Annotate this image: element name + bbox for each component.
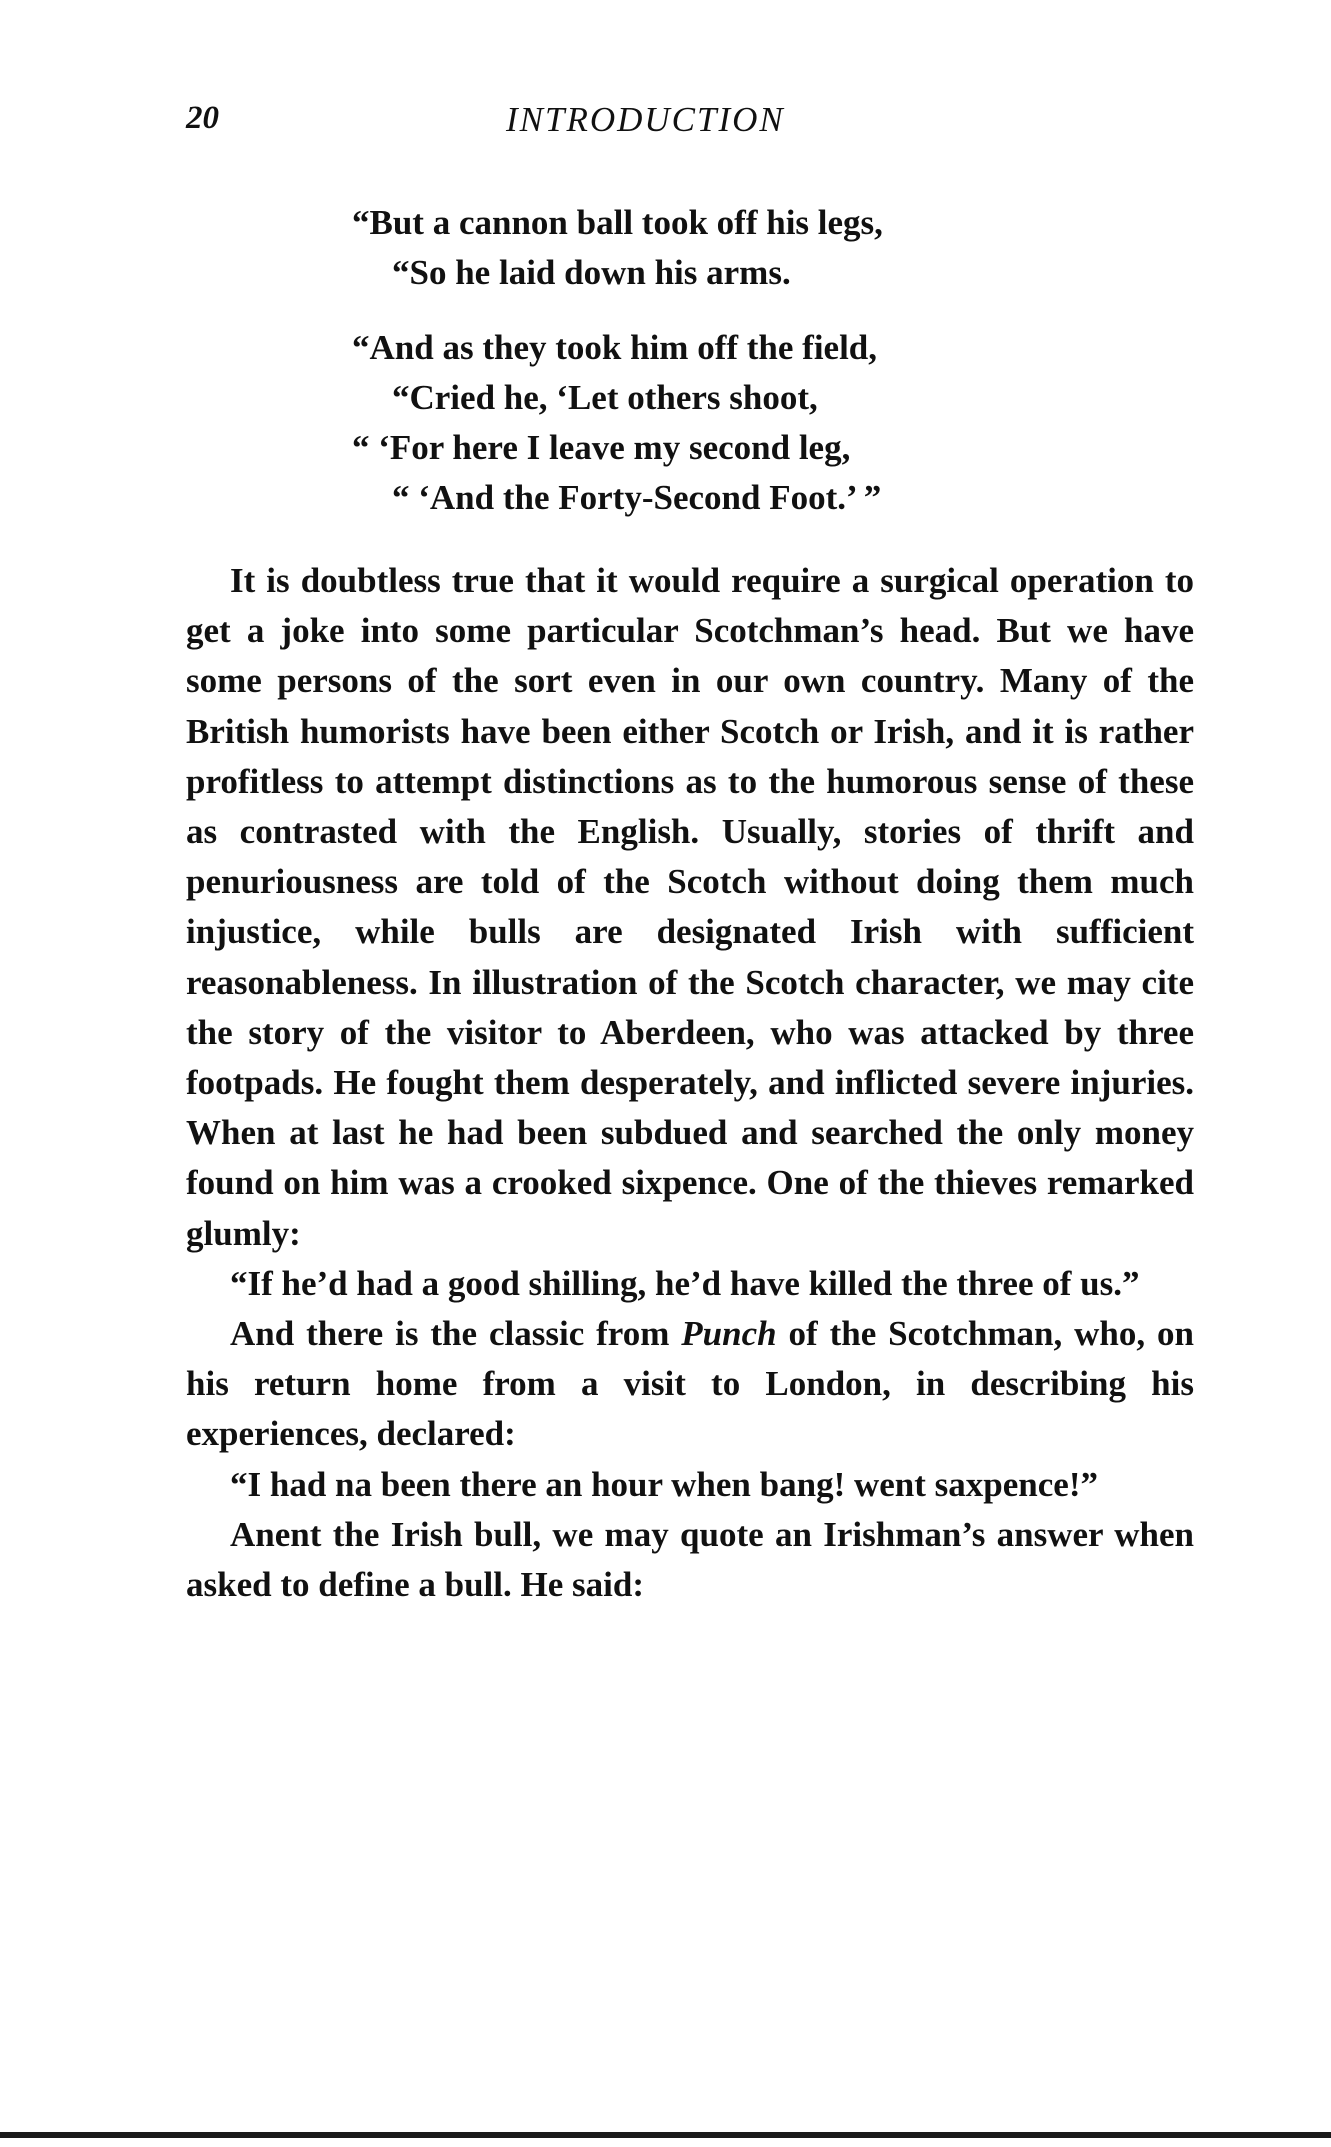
page-header bbox=[186, 100, 1216, 150]
paragraph-text: of the Scotchman, who, on his return home from a visit to London, in describing his experiences, declared: bbox=[186, 1314, 1194, 1454]
poem-quote bbox=[352, 198, 1112, 548]
body-text bbox=[186, 556, 1194, 1610]
paragraph-text: And there is the classic from bbox=[230, 1314, 682, 1354]
paragraph: “I had na been there an hour when bang! went saxpence!” bbox=[230, 1464, 1098, 1504]
scan-edge-rule bbox=[0, 2132, 1331, 2138]
paragraph bbox=[186, 1309, 1194, 1460]
paragraph: It is doubtless true that it would require a surgical operation to get a joke into some particular Scotchman’s head. But we have some persons of the sort even in our own country. Many of the British humorists have been either Scotch or Irish, and it is rather profitless to attempt distinctions as to the humorous sense of these as contrasted with the English. Usually, stories of thrift and penuriousness are told of the Scotch without doing them much injustice, while bulls are designated Irish with sufficient reasonableness. In illustration of the Scotch character, we may cite the story of the visitor to Aberdeen, who was attacked by three footpads. He fought them desperately, and inflicted severe injuries. When at last he had been subdued and searched the only money found on him was a crooked sixpence. One of the thieves remarked glumly: bbox=[186, 561, 1194, 1253]
poem-line: “ ‘And the Forty-Second Foot.’ ” bbox=[392, 478, 882, 517]
poem-line: “And as they took him off the field, bbox=[352, 328, 878, 367]
poem-line: “Cried he, ‘Let others shoot, bbox=[392, 378, 818, 417]
paragraph: “If he’d had a good shilling, he’d have killed the three of us.” bbox=[230, 1263, 1140, 1303]
poem-line: “So he laid down his arms. bbox=[392, 253, 791, 292]
poem-line: “ ‘For here I leave my second leg, bbox=[352, 428, 851, 467]
publication-title: Punch bbox=[681, 1314, 777, 1354]
paragraph: Anent the Irish bull, we may quote an Irishman’s answer when asked to define a bull. He said: bbox=[186, 1514, 1194, 1605]
running-head: INTRODUCTION bbox=[506, 100, 785, 139]
poem-line: “But a cannon ball took off his legs, bbox=[352, 203, 883, 242]
poem-stanza bbox=[352, 198, 1112, 298]
page-number: 20 bbox=[186, 100, 219, 136]
poem-stanza bbox=[352, 323, 1112, 523]
